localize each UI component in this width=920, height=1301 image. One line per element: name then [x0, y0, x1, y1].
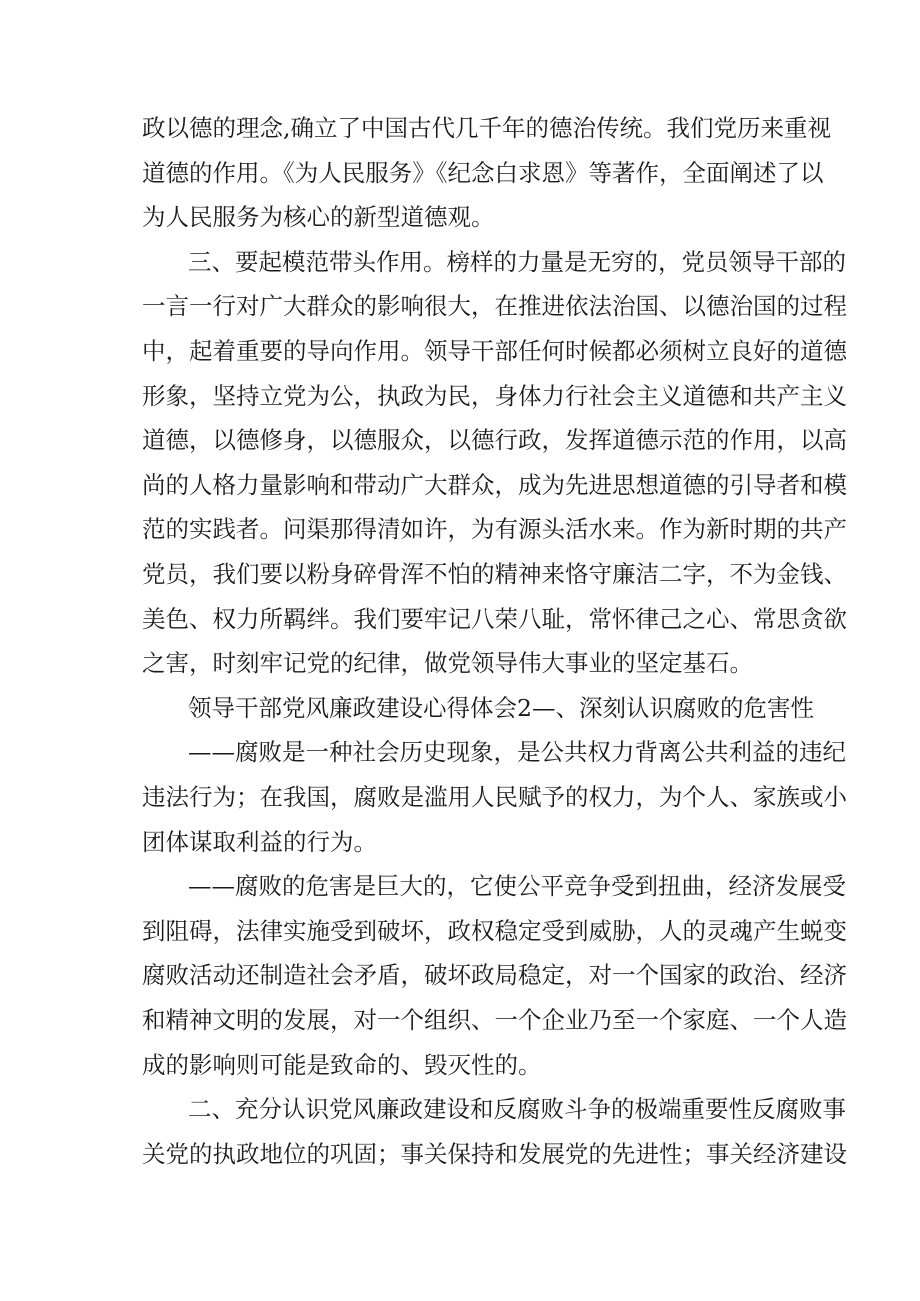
text-line: 范的实践者。问渠那得清如许，为有源头活水来。作为新时期的共产	[142, 515, 847, 543]
text-line: 形象，坚持立党为公，执政为民，身体力行社会主义道德和共产主义	[142, 382, 847, 410]
text-line: 一言一行对广大群众的影响很大，在推进依法治国、以德治国的过程	[142, 292, 847, 320]
text-line: 中，起着重要的导向作用。领导干部任何时候都必须树立良好的道德	[142, 337, 847, 365]
text-line: 道德，以德修身，以德服众，以德行政，发挥道德示范的作用，以高	[142, 426, 847, 454]
paragraph-start-line: 二、充分认识党风廉政建设和反腐败斗争的极端重要性反腐败事	[188, 1095, 846, 1123]
text-line: 党员，我们要以粉身碎骨浑不怕的精神来恪守廉洁二字，不为金钱、	[142, 560, 847, 588]
paragraph-start-line: ——腐败的危害是巨大的，它使公平竞争受到扭曲，经济发展受	[188, 872, 846, 900]
text-line: 为人民服务为核心的新型道德观。	[142, 203, 495, 231]
paragraph-start-line: 三、要起模范带头作用。榜样的力量是无穷的，党员领导干部的	[188, 248, 846, 276]
text-line: 尚的人格力量影响和带动广大群众，成为先进思想道德的引导者和模	[142, 471, 847, 499]
text-line: 成的影响则可能是致命的、毁灭性的。	[142, 1051, 542, 1079]
text-line: 美色、权力所羁绊。我们要牢记八荣八耻，常怀律己之心、常思贪欲	[142, 605, 847, 633]
text-line: 到阻碍，法律实施受到破坏，政权稳定受到威胁，人的灵魂产生蜕变	[142, 917, 847, 945]
text-line: 违法行为；在我国，腐败是滥用人民赋予的权力，为个人、家族或小	[142, 783, 847, 811]
paragraph-start-line: ——腐败是一种社会历史现象，是公共权力背离公共利益的违纪	[188, 738, 846, 766]
text-line: 团体谋取利益的行为。	[142, 828, 377, 856]
text-line: 道德的作用。《为人民服务》《纪念白求恩》等著作，全面阐述了以	[142, 159, 824, 187]
text-line: 腐败活动还制造社会矛盾，破坏政局稳定，对一个国家的政治、经济	[142, 961, 847, 989]
text-line: 关党的执政地位的巩固；事关保持和发展党的先进性；事关经济建设	[142, 1140, 847, 1168]
text-line: 和精神文明的发展，对一个组织、一个企业乃至一个家庭、一个人造	[142, 1006, 847, 1034]
text-line: 政以德的理念,确立了中国古代几千年的德治传统。我们党历来重视	[142, 114, 831, 142]
text-line: 之害，时刻牢记党的纪律，做党领导伟大事业的坚定基石。	[142, 649, 753, 677]
section-heading-line: 领导干部党风廉政建设心得体会2—、深刻认识腐败的危害性	[188, 694, 814, 722]
